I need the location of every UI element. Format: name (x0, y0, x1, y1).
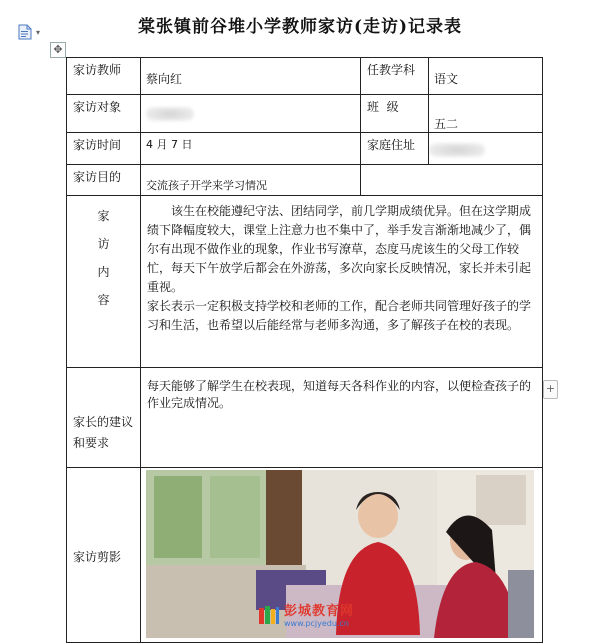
redacted-name (146, 107, 194, 121)
visit-time-label: 家访时间 (67, 133, 141, 165)
class-label: 班 级 (361, 95, 429, 133)
visit-record-table (66, 57, 543, 643)
content-text[interactable] (141, 196, 543, 368)
student-value[interactable] (141, 95, 361, 133)
teacher-value[interactable]: 蔡向红 (141, 58, 361, 95)
content-label-char: 家 (97, 209, 110, 223)
student-label: 家访对象 (67, 95, 141, 133)
page-title: 棠张镇前谷堆小学教师家访(走访)记录表 (137, 17, 463, 37)
content-label (67, 196, 141, 368)
watermark-url: www.pcjyedu.cn (284, 619, 349, 628)
watermark-title: 彭城教育网 (284, 604, 355, 619)
purpose-label: 家访目的 (67, 165, 141, 196)
add-row-button[interactable]: + (543, 380, 558, 399)
move-icon[interactable]: ✥ (50, 42, 66, 58)
watermark (258, 604, 354, 629)
content-label-char: 访 (97, 237, 110, 251)
teacher-label: 家访教师 (67, 58, 141, 95)
purpose-value[interactable]: 交流孩子开学来学习情况 (141, 165, 361, 196)
chevron-down-icon[interactable]: ▾ (36, 28, 41, 37)
suggestion-label: 家长的建议和要求 (67, 368, 141, 468)
photo-label: 家访剪影 (67, 468, 141, 643)
redacted-address (429, 143, 485, 157)
content-paragraph: 该生在校能遵纪守法、团结同学，前几学期成绩优异。但在这学期成绩下降幅度较大，课堂上注意力也不集中了，举手发言渐渐地减少了，偶尔有出现不做作业的现象，作业书写潦草，态度马虎该生的父母工作较忙，每天下午放学后都会在外游荡，多次向家长反映情况，家长并未引起重视。 (147, 204, 532, 294)
content-label-char: 内 (97, 265, 110, 279)
suggestion-text[interactable]: 每天能够了解学生在校表现，知道每天各科作业的内容，以便检查孩子的作业完成情况。 (141, 368, 543, 468)
book-logo-icon (258, 604, 280, 626)
purpose-empty-cell[interactable] (361, 165, 543, 196)
address-label: 家庭住址 (361, 133, 429, 165)
visit-time-value[interactable]: 4 月 7 日 (141, 133, 361, 165)
content-label-char: 容 (97, 293, 110, 307)
class-value[interactable]: 五二 (429, 95, 543, 133)
subject-label: 任教学科 (361, 58, 429, 95)
subject-value[interactable]: 语文 (429, 58, 543, 95)
content-paragraph: 家长表示一定积极支持学校和老师的工作，配合老师共同管理好孩子的学习和生活，也希望以后能经常与老师多沟通，多了解孩子在校的表现。 (147, 299, 532, 332)
address-value[interactable] (429, 133, 543, 165)
